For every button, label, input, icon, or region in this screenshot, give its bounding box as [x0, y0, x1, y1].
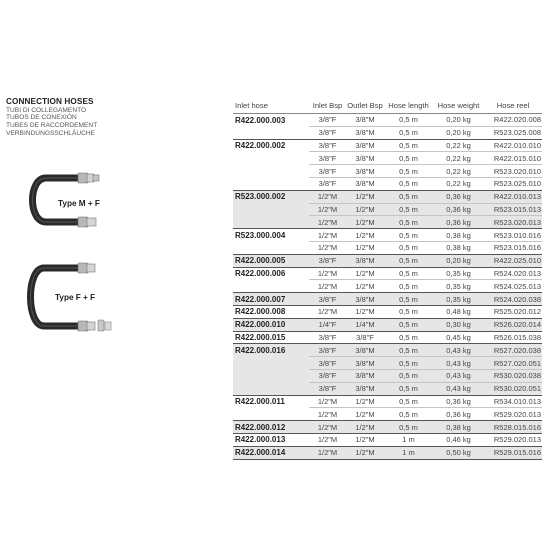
hose-weight-cell: 0,22 kg — [433, 139, 484, 152]
hose-length-cell: 0,5 m — [384, 331, 433, 344]
hose-length-cell: 0,5 m — [384, 382, 433, 395]
hose-reel-cell: R528.015.016 — [484, 421, 542, 434]
inlet-bsp-cell: 1/2"M — [309, 408, 346, 421]
inlet-hose-code — [233, 203, 309, 216]
hose-length-cell: 0,5 m — [384, 254, 433, 267]
table-row — [233, 203, 542, 216]
type-ff-label: Type F + F — [55, 293, 96, 302]
hose-weight-cell: 0,43 kg — [433, 369, 484, 382]
hose-weight-cell: 0,38 kg — [433, 241, 484, 254]
inlet-hose-code: R422.000.010 — [233, 318, 309, 331]
hose-length-cell: 0,5 m — [384, 177, 433, 190]
hose-reel-cell: R530.020.051 — [484, 382, 542, 395]
hose-length-cell: 0,5 m — [384, 293, 433, 306]
hose-weight-cell: 0,43 kg — [433, 344, 484, 357]
outlet-bsp-cell: 1/2"M — [346, 229, 384, 242]
table-row — [233, 433, 542, 446]
table-row — [233, 421, 542, 434]
hose-reel-cell: R527.020.051 — [484, 357, 542, 370]
hose-length-cell: 0,5 m — [384, 408, 433, 421]
hose-weight-cell: 0,36 kg — [433, 190, 484, 203]
hose-weight-cell: 0,45 kg — [433, 331, 484, 344]
inlet-hose-code: R422.000.008 — [233, 305, 309, 318]
hose-weight-cell: 0,48 kg — [433, 305, 484, 318]
table-row — [233, 152, 542, 165]
outlet-bsp-cell: 3/8"M — [346, 357, 384, 370]
hose-weight-cell: 0,36 kg — [433, 395, 484, 408]
table-row — [233, 139, 542, 152]
inlet-bsp-cell: 3/8"F — [309, 254, 346, 267]
inlet-bsp-cell: 1/2"M — [309, 229, 346, 242]
table-row — [233, 190, 542, 203]
inlet-hose-code: R422.000.015 — [233, 331, 309, 344]
hose-reel-cell: R526.020.014 — [484, 318, 542, 331]
table-row — [233, 369, 542, 382]
inlet-bsp-cell: 1/2"M — [309, 203, 346, 216]
subtitle-fr: TUBES DE RACCORDEMENT — [6, 122, 98, 130]
hose-reel-cell: R530.020.038 — [484, 369, 542, 382]
outlet-bsp-cell: 1/2"M — [346, 408, 384, 421]
hose-weight-cell: 0,30 kg — [433, 318, 484, 331]
table-row — [233, 254, 542, 267]
inlet-hose-code — [233, 369, 309, 382]
hose-reel-cell: R527.020.038 — [484, 344, 542, 357]
outlet-bsp-cell: 1/2"M — [346, 280, 384, 293]
table-row — [233, 293, 542, 306]
table-row — [233, 446, 542, 459]
hose-weight-cell: 0,38 kg — [433, 421, 484, 434]
inlet-bsp-cell: 1/2"M — [309, 395, 346, 408]
hose-length-cell: 0,5 m — [384, 357, 433, 370]
hose-weight-cell: 0,20 kg — [433, 254, 484, 267]
hose-weight-cell: 0,50 kg — [433, 446, 484, 459]
inlet-hose-code: R422.000.006 — [233, 267, 309, 280]
hose-length-cell: 1 m — [384, 433, 433, 446]
hose-reel-cell: R422.025.010 — [484, 254, 542, 267]
outlet-bsp-cell: 3/8"M — [346, 293, 384, 306]
hose-weight-cell: 0,36 kg — [433, 203, 484, 216]
hose-weight-cell: 0,22 kg — [433, 152, 484, 165]
inlet-bsp-cell: 3/8"F — [309, 139, 346, 152]
table-row — [233, 395, 542, 408]
hose-length-cell: 0,5 m — [384, 216, 433, 229]
hose-reel-cell: R529.020.013 — [484, 408, 542, 421]
table-row — [233, 357, 542, 370]
outlet-bsp-cell: 1/2"M — [346, 203, 384, 216]
inlet-bsp-cell: 3/8"F — [309, 382, 346, 395]
hose-reel-cell: R526.015.038 — [484, 331, 542, 344]
outlet-bsp-cell: 1/2"M — [346, 190, 384, 203]
subtitle-de: VERBINDUNGSSCHLÄUCHE — [6, 130, 96, 138]
table-row — [233, 344, 542, 357]
table-row — [233, 177, 542, 190]
inlet-bsp-cell: 3/8"F — [309, 369, 346, 382]
inlet-bsp-cell: 1/2"M — [309, 305, 346, 318]
inlet-hose-code: R422.000.007 — [233, 293, 309, 306]
outlet-bsp-cell: 1/2"M — [346, 216, 384, 229]
hose-reel-cell: R523.020.010 — [484, 165, 542, 178]
hose-reel-cell: R523.020.013 — [484, 216, 542, 229]
hose-length-cell: 0,5 m — [384, 318, 433, 331]
hose-reel-cell: R534.010.013 — [484, 395, 542, 408]
inlet-hose-code — [233, 241, 309, 254]
hose-reel-cell: R523.025.010 — [484, 177, 542, 190]
hose-length-cell: 0,5 m — [384, 241, 433, 254]
header-hose-length: Hose length — [384, 98, 433, 114]
header-hose-weight: Hose weight — [433, 98, 484, 114]
hose-weight-cell: 0,35 kg — [433, 267, 484, 280]
table-row — [233, 305, 542, 318]
outlet-bsp-cell: 1/2"M — [346, 267, 384, 280]
table-row — [233, 318, 542, 331]
inlet-hose-code — [233, 126, 309, 139]
inlet-hose-code: R422.000.016 — [233, 344, 309, 357]
inlet-hose-code: R422.000.005 — [233, 254, 309, 267]
outlet-bsp-cell: 3/8"M — [346, 139, 384, 152]
hose-reel-cell: R524.020.013 — [484, 267, 542, 280]
hose-length-cell: 0,5 m — [384, 203, 433, 216]
inlet-bsp-cell: 3/8"F — [309, 331, 346, 344]
hose-reel-cell: R529.020.013 — [484, 433, 542, 446]
hose-weight-cell: 0,36 kg — [433, 408, 484, 421]
hose-length-cell: 1 m — [384, 446, 433, 459]
hose-weight-cell: 0,38 kg — [433, 229, 484, 242]
outlet-bsp-cell: 3/8"M — [346, 152, 384, 165]
inlet-hose-code: R523.000.002 — [233, 190, 309, 203]
table-row — [233, 216, 542, 229]
hose-length-cell: 0,5 m — [384, 190, 433, 203]
hose-weight-cell: 0,35 kg — [433, 293, 484, 306]
header-inlet-bsp: Inlet Bsp — [309, 98, 346, 114]
inlet-bsp-cell: 1/2"M — [309, 433, 346, 446]
inlet-hose-code: R422.000.014 — [233, 446, 309, 459]
hose-reel-cell: R523.015.016 — [484, 241, 542, 254]
hose-length-cell: 0,5 m — [384, 114, 433, 127]
outlet-bsp-cell: 3/8"M — [346, 126, 384, 139]
hose-length-cell: 0,5 m — [384, 305, 433, 318]
table-row — [233, 280, 542, 293]
inlet-bsp-cell: 3/8"F — [309, 177, 346, 190]
inlet-hose-code: R422.000.013 — [233, 433, 309, 446]
hose-reel-cell: R524.025.013 — [484, 280, 542, 293]
inlet-bsp-cell: 3/8"F — [309, 165, 346, 178]
hose-weight-cell: 0,22 kg — [433, 165, 484, 178]
hose-table — [233, 98, 542, 460]
hose-reel-cell: R422.015.010 — [484, 152, 542, 165]
outlet-bsp-cell: 1/2"M — [346, 241, 384, 254]
hose-length-cell: 0,5 m — [384, 395, 433, 408]
table-row — [233, 229, 542, 242]
inlet-hose-code — [233, 408, 309, 421]
inlet-hose-code — [233, 152, 309, 165]
inlet-hose-code — [233, 165, 309, 178]
outlet-bsp-cell: 3/8"M — [346, 165, 384, 178]
hose-reel-cell: R422.020.008 — [484, 114, 542, 127]
outlet-bsp-cell: 3/8"F — [346, 331, 384, 344]
header-outlet-bsp: Outlet Bsp — [346, 98, 384, 114]
outlet-bsp-cell: 1/2"M — [346, 421, 384, 434]
outlet-bsp-cell: 3/8"M — [346, 177, 384, 190]
hose-weight-cell: 0,35 kg — [433, 280, 484, 293]
table-row — [233, 331, 542, 344]
inlet-hose-code: R422.000.002 — [233, 139, 309, 152]
table-row — [233, 126, 542, 139]
hose-weight-cell: 0,46 kg — [433, 433, 484, 446]
hose-weight-cell: 0,20 kg — [433, 114, 484, 127]
hose-reel-cell: R422.010.013 — [484, 190, 542, 203]
inlet-hose-code — [233, 357, 309, 370]
table-row — [233, 241, 542, 254]
header-hose-reel: Hose reel — [484, 98, 542, 114]
hose-weight-cell: 0,20 kg — [433, 126, 484, 139]
inlet-bsp-cell: 1/4"F — [309, 318, 346, 331]
inlet-bsp-cell: 1/2"M — [309, 216, 346, 229]
table-body — [233, 114, 542, 460]
table-row — [233, 408, 542, 421]
table-row — [233, 382, 542, 395]
inlet-hose-code — [233, 216, 309, 229]
hose-length-cell: 0,5 m — [384, 421, 433, 434]
outlet-bsp-cell: 3/8"M — [346, 344, 384, 357]
inlet-bsp-cell: 1/2"M — [309, 190, 346, 203]
type-mf-label: Type M + F — [58, 199, 100, 208]
inlet-bsp-cell: 1/2"M — [309, 421, 346, 434]
hose-reel-cell: R523.010.016 — [484, 229, 542, 242]
inlet-bsp-cell: 1/2"M — [309, 267, 346, 280]
hose-length-cell: 0,5 m — [384, 139, 433, 152]
subtitle-es: TUBOS DE CONEXIÓN — [6, 114, 77, 122]
hose-length-cell: 0,5 m — [384, 229, 433, 242]
hose-length-cell: 0,5 m — [384, 267, 433, 280]
table-row — [233, 267, 542, 280]
section-title: CONNECTION HOSES — [6, 97, 94, 106]
hose-reel-cell: R525.020.012 — [484, 305, 542, 318]
outlet-bsp-cell: 3/8"M — [346, 382, 384, 395]
hose-reel-cell: R529.015.016 — [484, 446, 542, 459]
subtitle-it: TUBI DI COLLEGAMENTO — [6, 106, 87, 114]
hose-length-cell: 0,5 m — [384, 369, 433, 382]
hose-weight-cell: 0,43 kg — [433, 357, 484, 370]
table-header-row — [233, 98, 542, 114]
inlet-hose-code: R422.000.003 — [233, 114, 309, 127]
outlet-bsp-cell: 1/2"M — [346, 433, 384, 446]
inlet-bsp-cell: 1/2"M — [309, 241, 346, 254]
outlet-bsp-cell: 1/4"M — [346, 318, 384, 331]
hose-reel-cell: R523.015.013 — [484, 203, 542, 216]
inlet-hose-code — [233, 382, 309, 395]
inlet-bsp-cell: 3/8"F — [309, 344, 346, 357]
hose-length-cell: 0,5 m — [384, 126, 433, 139]
hose-reel-cell: R524.020.038 — [484, 293, 542, 306]
hose-length-cell: 0,5 m — [384, 152, 433, 165]
inlet-hose-code: R422.000.011 — [233, 395, 309, 408]
hose-length-cell: 0,5 m — [384, 165, 433, 178]
outlet-bsp-cell: 1/2"M — [346, 446, 384, 459]
inlet-bsp-cell: 3/8"F — [309, 126, 346, 139]
inlet-bsp-cell: 3/8"F — [309, 357, 346, 370]
section-heading — [6, 97, 206, 138]
outlet-bsp-cell: 3/8"M — [346, 369, 384, 382]
table-row — [233, 114, 542, 127]
hose-reel-cell: R422.010.010 — [484, 139, 542, 152]
hose-length-cell: 0,5 m — [384, 280, 433, 293]
inlet-hose-code: R523.000.004 — [233, 229, 309, 242]
inlet-bsp-cell: 1/2"M — [309, 280, 346, 293]
hose-weight-cell: 0,43 kg — [433, 382, 484, 395]
outlet-bsp-cell: 1/2"M — [346, 305, 384, 318]
inlet-hose-code: R422.000.012 — [233, 421, 309, 434]
inlet-bsp-cell: 1/2"M — [309, 446, 346, 459]
header-inlet-hose: Inlet hose — [233, 98, 309, 114]
outlet-bsp-cell: 3/8"M — [346, 114, 384, 127]
inlet-bsp-cell: 3/8"F — [309, 152, 346, 165]
outlet-bsp-cell: 3/8"M — [346, 254, 384, 267]
inlet-hose-code — [233, 177, 309, 190]
inlet-bsp-cell: 3/8"F — [309, 114, 346, 127]
hose-length-cell: 0,5 m — [384, 344, 433, 357]
inlet-hose-code — [233, 280, 309, 293]
hose-reel-cell: R523.025.008 — [484, 126, 542, 139]
hose-weight-cell: 0,22 kg — [433, 177, 484, 190]
hose-weight-cell: 0,36 kg — [433, 216, 484, 229]
inlet-bsp-cell: 3/8"F — [309, 293, 346, 306]
outlet-bsp-cell: 1/2"M — [346, 395, 384, 408]
table-row — [233, 165, 542, 178]
